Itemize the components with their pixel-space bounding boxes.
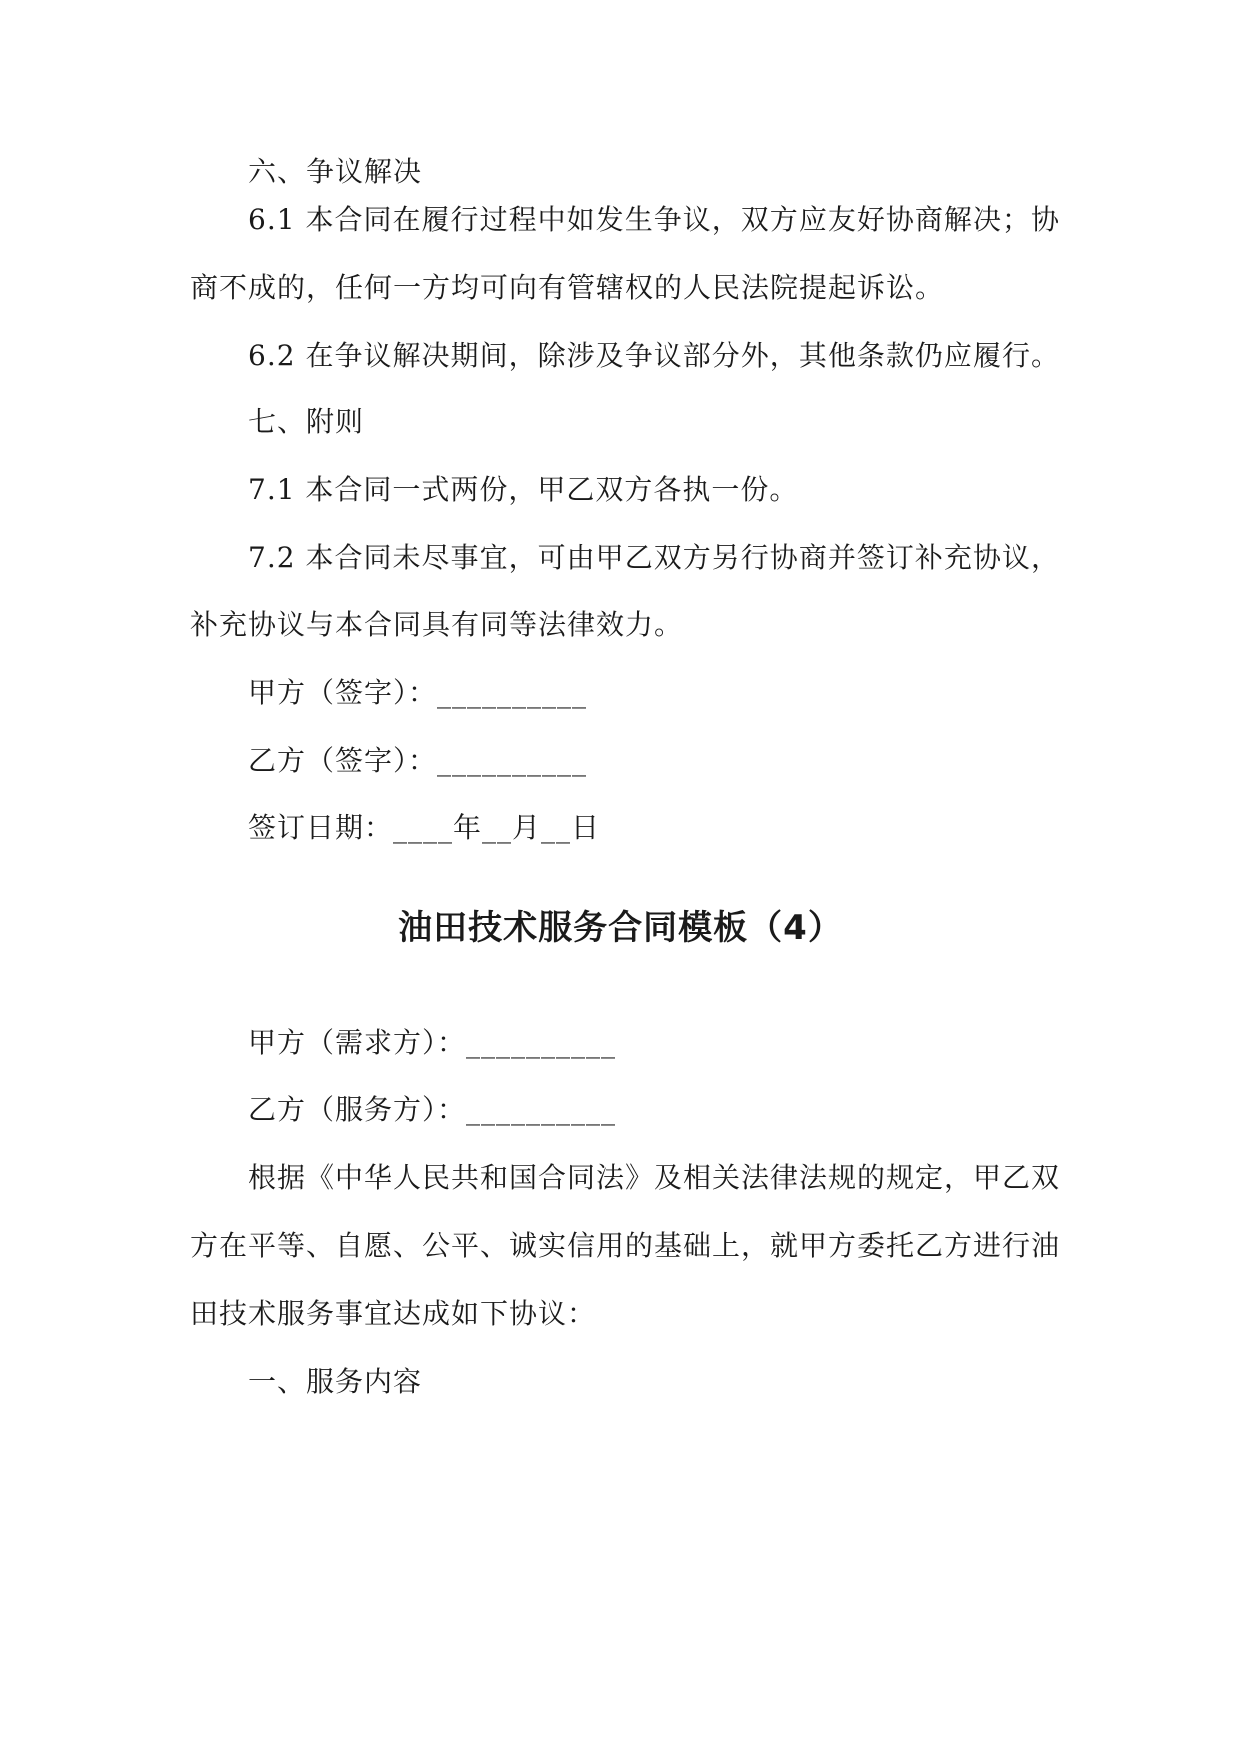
paragraph-line: 7.2 本合同未尽事宜，可由甲乙双方另行协商并签订补充协议， — [248, 541, 1060, 574]
paragraph-line: 补充协议与本合同具有同等法律效力。 — [190, 608, 684, 641]
paragraph-line: 田技术服务事宜达成如下协议： — [190, 1297, 597, 1330]
paragraph-line: 6.2 在争议解决期间，除涉及争议部分外，其他条款仍应履行。 — [248, 339, 1060, 372]
party-b-signature-line: 乙方（签字）：__________ — [248, 744, 588, 777]
section-heading-supplementary: 七、附则 — [248, 405, 365, 438]
party-a-line: 甲方（需求方）：__________ — [248, 1026, 617, 1059]
party-a-signature-line: 甲方（签字）：__________ — [248, 676, 588, 709]
paragraph-line: 7.1 本合同一式两份，甲乙双方各执一份。 — [248, 473, 799, 506]
section-heading-dispute-resolution: 六、争议解决 — [248, 155, 423, 188]
signing-date-line: 签订日期：____年__月__日 — [248, 811, 601, 844]
party-b-line: 乙方（服务方）：__________ — [248, 1093, 617, 1126]
paragraph-line: 方在平等、自愿、公平、诚实信用的基础上，就甲方委托乙方进行油 — [190, 1229, 1061, 1262]
document-title: 油田技术服务合同模板（4） — [398, 908, 843, 948]
paragraph-line: 根据《中华人民共和国合同法》及相关法律法规的规定，甲乙双 — [248, 1161, 1061, 1194]
paragraph-line: 商不成的，任何一方均可向有管辖权的人民法院提起诉讼。 — [190, 271, 945, 304]
paragraph-line: 6.1 本合同在履行过程中如发生争议，双方应友好协商解决；协 — [248, 203, 1060, 236]
section-heading-service-content: 一、服务内容 — [248, 1365, 423, 1398]
